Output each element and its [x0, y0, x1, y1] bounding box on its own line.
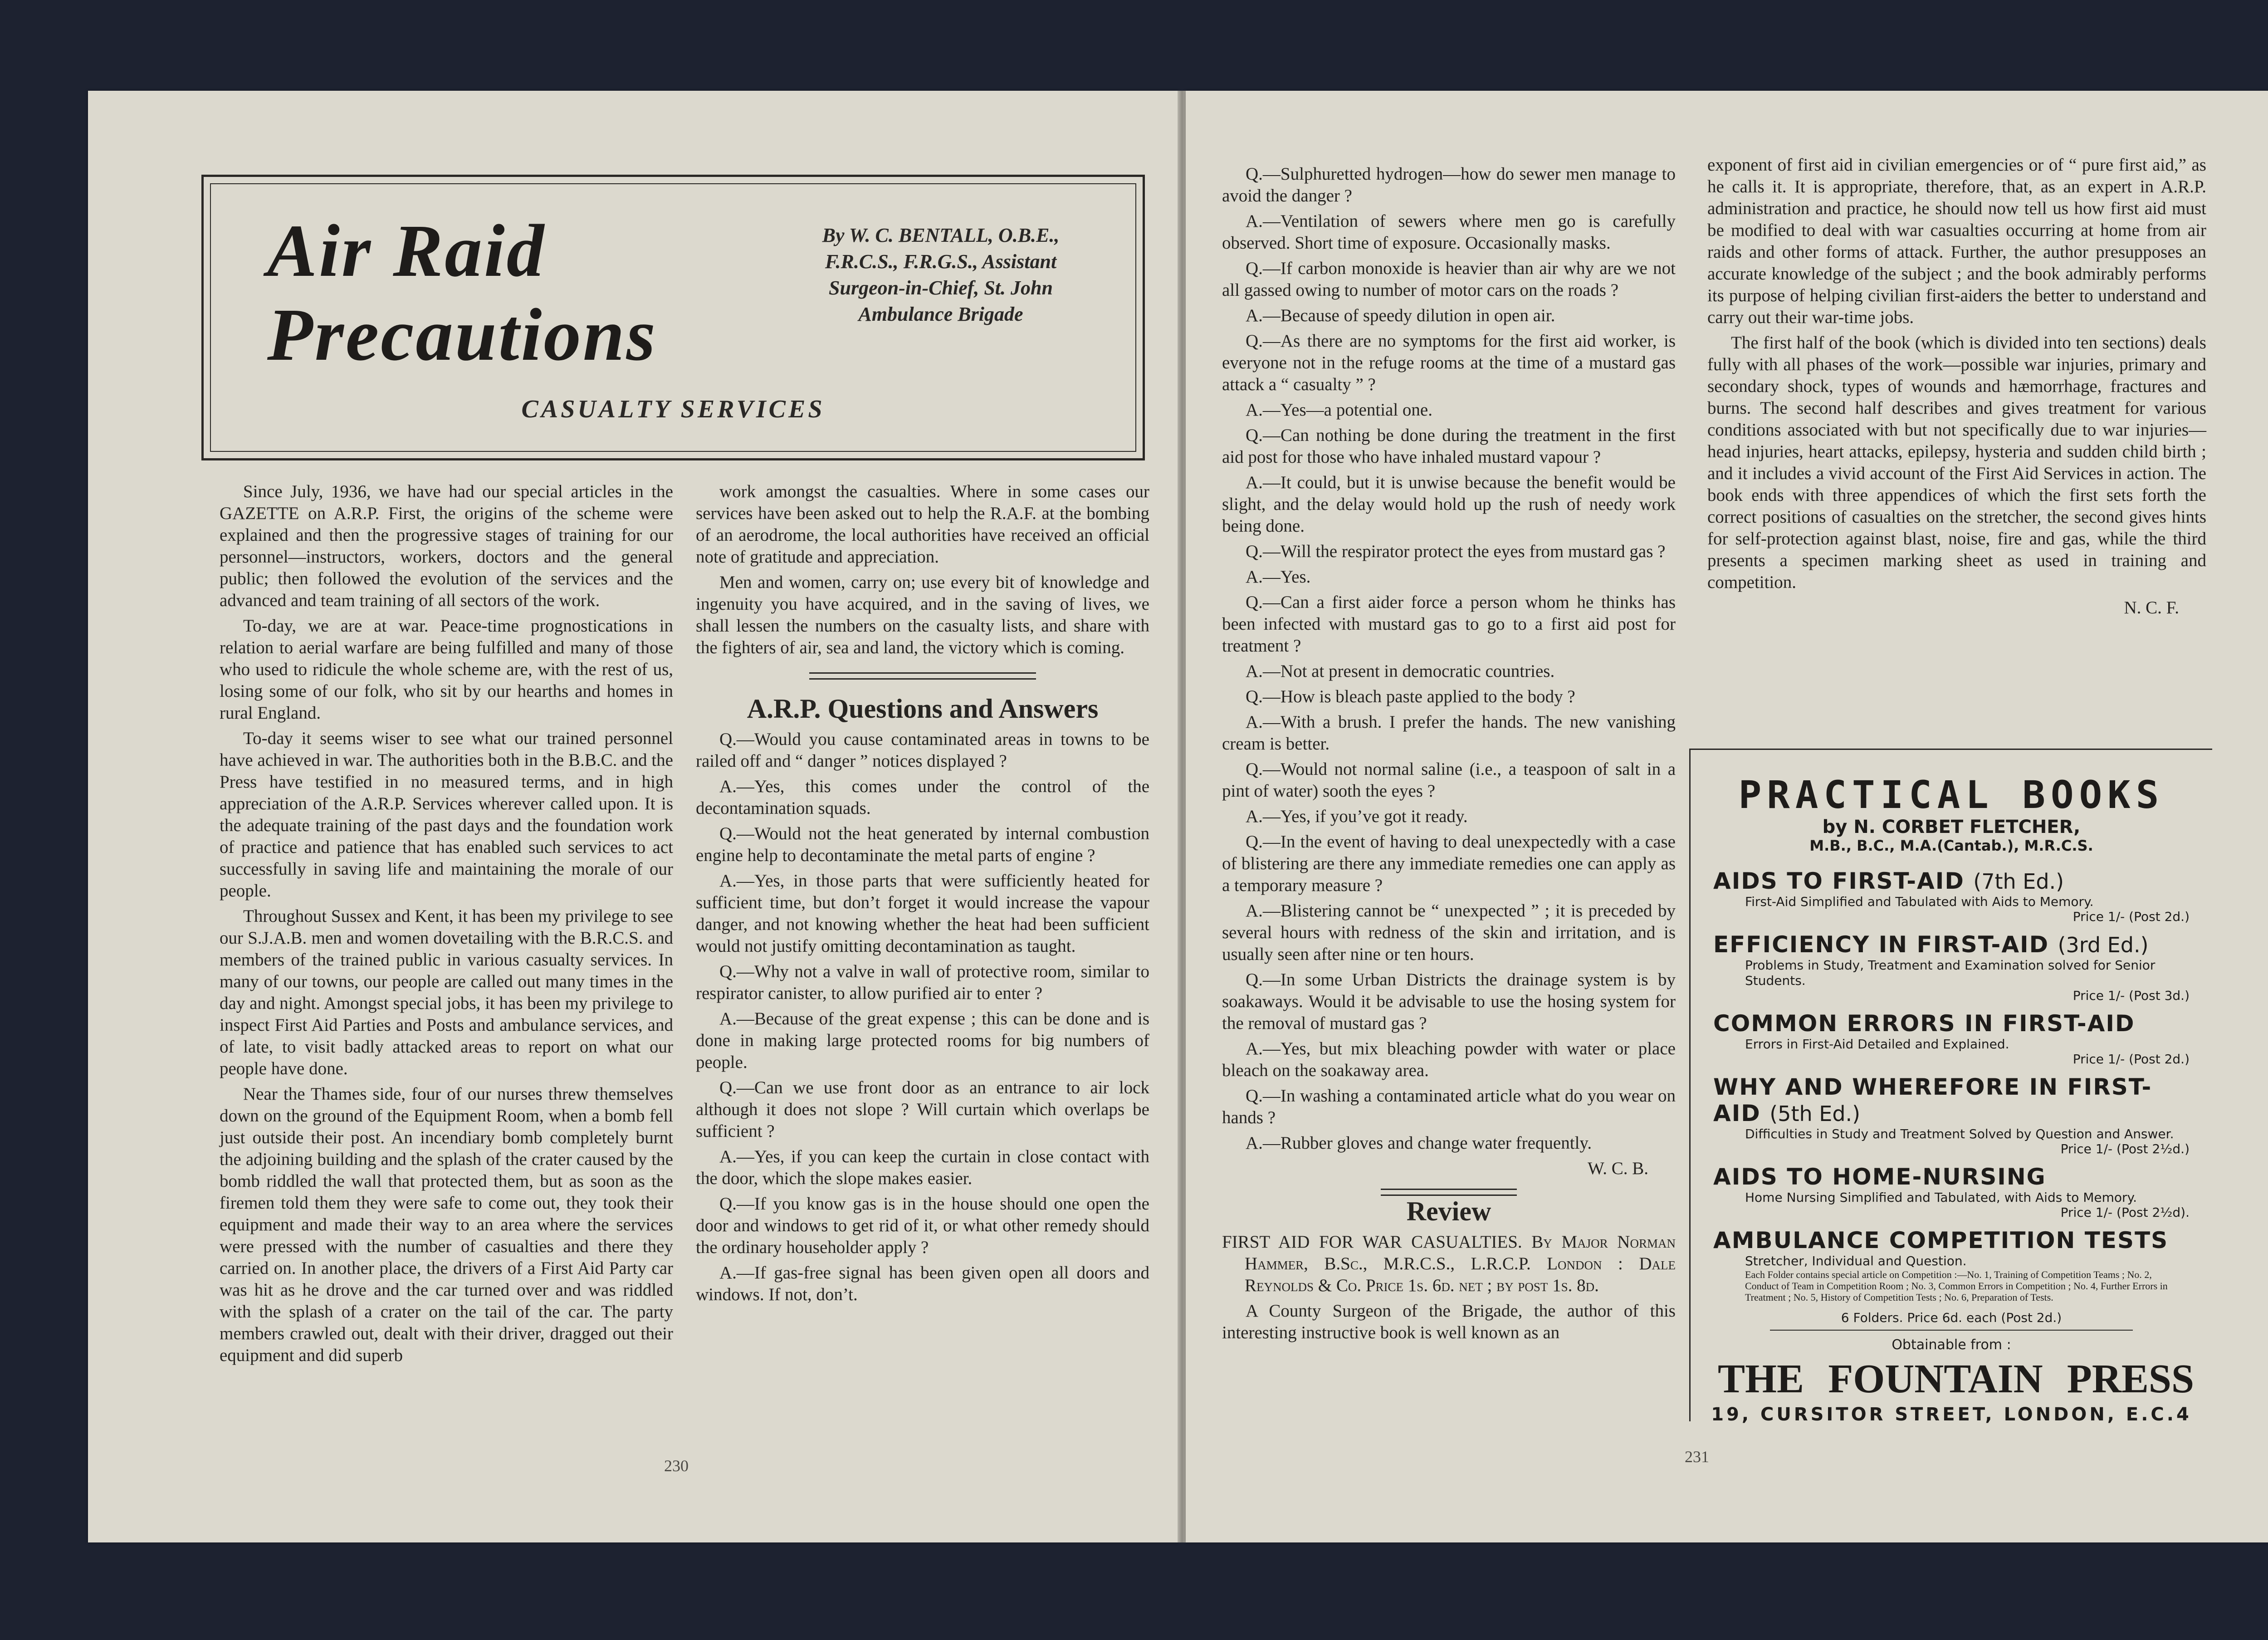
qa-item: Q.—Will the respirator protect the eyes from mustard gas ? — [1246, 542, 1666, 561]
review-heading: Review — [1406, 1196, 1491, 1226]
page-number: 231 — [1685, 1448, 1709, 1466]
article-title: Air Raid Precautions — [267, 209, 657, 376]
section-divider — [1381, 1189, 1517, 1196]
qa-item: Q.—In the event of having to deal unexpectedly with a case of blistering are there any immediate remedies one can apply as a temporary measure ? — [1222, 832, 1676, 895]
paragraph: work amongst the casualties. Where in some cases our services have been asked out to help the R.A.F. at the bombing of an aerodrome, the local authorities have received an official note of gratitude and appreciation. — [696, 482, 1149, 567]
qa-item: Q.—Can a first aider force a person whom he thinks has been infected with mustard gas to go to a first aid post for treatment ? — [1222, 592, 1676, 656]
qa-item: Q.—In some Urban Districts the drainage system is by soakaways. Would it be advisable to use the hosing system for the removal of mustard gas ? — [1222, 970, 1676, 1033]
book-entry: AMBULANCE COMPETITION TESTS Stretcher, Individual and Question. Each Folder contains special article on Competition :—No. 1, Training of Competition Teams ; No. 2, Conduct of Team in Competition Room ; No. 3, Common Errors in Competition ; No. 4, Further Errors in Treatment ; No. 5, History of Competition Tests ; No. 6, Preparation of Tests. — [1713, 1227, 2194, 1303]
ad-author-qualifications: M.B., B.C., M.A.(Cantab.), M.R.C.S. — [1809, 837, 2093, 854]
right-column-2 — [1707, 154, 2206, 622]
qa-item: A.—Yes. — [1246, 567, 1311, 587]
paragraph: Near the Thames side, four of our nurses threw themselves down on the ground of the Equipment Room, when a bomb fell just outside their post. An incendiary bomb completely burnt the adjoining building and the splash of the crater caused by the bomb riddled the wall that protected them, but as soon as the firemen told them they were safe to come out, they took their equipment and made their way to an area where the services were pressed with the number of casualties and there they carried on. In another place, the drivers of a First Aid Party car was hit as he drove and the car turned over and was riddled with the splash of a crater on the tail of the car. The party members crawled out, dealt with their driver, dragged out their equipment and did superb — [220, 1084, 673, 1365]
qa-item: A.—Yes, in those parts that were sufficiently heated for sufficient time, but don’t forget it would increase the vapour danger, and not knowing whether the heat had been sufficient would not justify omitting decontamination as taught. — [696, 871, 1149, 956]
paragraph: The first half of the book (which is divided into ten sections) deals fully with all phases of the work—possible war injuries, primary and secondary shock, types of wounds and hæmorrhage, fractures and burns. The second half describes and gives treatment for various conditions associated with but not specifically due to war injuries—head injuries, heart attacks, epilepsy, hysteria and sudden child birth ; and it includes a vivid account of the First Aid Services in action. The book ends with three appendices of which the first sets forth the correct positions of casualties on the stretcher, the second gives hints for self-protection against blast, noise, fire and gas, while the third presents a specimen marking sheet as used in training and competition. — [1707, 333, 2206, 592]
qa-item: A.—Because of speedy dilution in open air. — [1246, 306, 1555, 325]
qa-item: Q.—Would you cause contaminated areas in towns to be railed off and “ danger ” notices displayed ? — [696, 729, 1149, 771]
byline: By W. C. BENTALL, O.B.E., F.R.C.S., F.R.G.S., Assistant Surgeon-in-Chief, St. John Ambulance Brigade — [822, 224, 1060, 325]
paragraph: To-day, we are at war. Peace-time prognostications in relation to aerial warfare are being fulfilled and many of those who used to ridicule the whole scheme are, with the rest of us, losing some of our folk, who sit by our hearths and homes in rural England. — [220, 616, 673, 723]
qa-item: Q.—If you know gas is in the house should one open the door and windows to get rid of it, or what other remedy should the ordinary householder apply ? — [696, 1194, 1149, 1257]
qa-item: A.—Yes, this comes under the control of the decontamination squads. — [696, 777, 1149, 818]
book-entry: EFFICIENCY IN FIRST-AID (3rd Ed.) Problems in Study, Treatment and Examination solved for Senior Students. Price 1/- (Post 3d.) — [1713, 931, 2190, 1003]
book-entry: COMMON ERRORS IN FIRST-AID Errors in First-Aid Detailed and Explained. Price 1/- (Post 2d.) — [1713, 1010, 2190, 1067]
qa-item: A.—If gas-free signal has been given open all doors and windows. If not, don’t. — [696, 1263, 1149, 1304]
qa-item: Q.—Sulphuretted hydrogen—how do sewer men manage to avoid the danger ? — [1222, 164, 1676, 206]
folders-price: 6 Folders. Price 6d. each (Post 2d.) — [1841, 1310, 2062, 1325]
binding-gutter — [1178, 91, 1187, 1542]
publisher-name: THE FOUNTAIN PRESS — [1718, 1356, 2194, 1401]
obtainable-from: Obtainable from : — [1892, 1337, 2011, 1353]
book-entry: WHY AND WHEREFORE IN FIRST-AID (5th Ed.) Difficulties in Study and Treatment Solved by Question and Answer. Price 1/- (Post 2½d.) — [1713, 1074, 2190, 1156]
article-subtitle: CASUALTY SERVICES — [521, 395, 825, 423]
publisher-address: 19, CURSITOR STREET, LONDON, E.C.4 — [1711, 1404, 2192, 1425]
qa-item: A.—Yes, if you’ve got it ready. — [1246, 807, 1468, 826]
qa-item: Q.—In washing a contaminated article what do you wear on hands ? — [1222, 1086, 1676, 1127]
book-entry: AIDS TO HOME-NURSING Home Nursing Simplified and Tabulated, with Aids to Memory. Price 1/- (Post 2½d). — [1713, 1164, 2190, 1220]
qa-item: Q.—Why not a valve in wall of protective room, similar to respirator canister, to allow purified air to enter ? — [696, 962, 1149, 1003]
competition-fine-print: Each Folder contains special article on Competition :—No. 1, Training of Competition Teams ; No. 2, Conduct of Team in Competition Room ; No. 3, Common Errors in Competition ; No. 4, Further Errors in Treatment ; No. 5, History of Competition Tests ; No. 6, Preparation of Tests. — [1745, 1269, 2168, 1303]
qa-item: A.—Yes, if you can keep the curtain in close contact with the door, which the slope makes easier. — [696, 1147, 1149, 1188]
qa-item: Q.—Would not the heat generated by internal combustion engine help to decontaminate the metal parts of engine ? — [696, 824, 1149, 865]
left-page — [88, 91, 1178, 1542]
qa-signature: W. C. B. — [1587, 1159, 1648, 1178]
right-column-1 — [1222, 163, 1676, 1347]
qa-item: A.—Ventilation of sewers where men go is carefully observed. Short time of exposure. Occasionally masks. — [1222, 211, 1676, 253]
review-signature: N. C. F. — [2124, 598, 2179, 617]
qa-item: A.—Not at present in democratic countries. — [1246, 661, 1555, 681]
title-box — [201, 175, 1145, 460]
paragraph: Since July, 1936, we have had our special articles in the GAZETTE on A.R.P. First, the origins of the scheme were explained and then the progressive stages of training for our personnel—instructors, workers, doctors and the general public; then followed the evolution of the services and the advanced and team training of all sectors of the work. — [220, 482, 673, 610]
qa-item: A.—It could, but it is unwise because the benefit would be slight, and the delay would hold up the rush of needy work being done. — [1222, 473, 1676, 536]
left-column-2 — [696, 481, 1149, 1309]
advertisement-box — [1689, 749, 2212, 1425]
qa-item: Q.—Can we use front door as an entrance to air lock although it does not slope ? Will curtain which overlaps be sufficient ? — [696, 1078, 1149, 1141]
review-citation: FIRST AID FOR WAR CASUALTIES. By Major Norman Hammer, B.Sc., M.R.C.S., L.R.C.P. London : Dale Reynolds & Co. Price 1s. 6d. net ; by post 1s. 8d. — [1222, 1232, 1676, 1295]
ad-title: PRACTICAL BOOKS — [1738, 773, 2165, 817]
left-column-1 — [220, 481, 673, 1370]
book-entry: AIDS TO FIRST-AID (7th Ed.) First-Aid Simplified and Tabulated with Aids to Memory. Price 1/- (Post 2d.) — [1713, 868, 2190, 924]
section-divider — [809, 672, 1036, 680]
qa-item: Q.—How is bleach paste applied to the body ? — [1246, 687, 1575, 706]
paragraph: Men and women, carry on; use every bit of knowledge and ingenuity you have acquired, and in the saving of lives, we shall lessen the numbers on the casualty lists, and share with the fighters of air, sea and land, the victory which is coming. — [696, 573, 1149, 657]
paragraph: To-day it seems wiser to see what our trained personnel have achieved in war. The authorities both in the B.B.C. and the Press have testified in no measured terms, and in high appreciation of the A.R.P. Services wherever called upon. It is the adequate training of the past days and the foundation work of practice and patience that has enabled such services to act successfully in saving life and maintaining the morale of our people. — [220, 729, 673, 901]
paragraph: Throughout Sussex and Kent, it has been my privilege to see our S.J.A.B. men and women dovetailing with the B.R.C.S. and members of the trained public in various casualty services. In many of our towns, our people are called out many times in the day and night. Amongst special jobs, it has been my privilege to inspect First Aid Parties and Posts and ambulance services, and of late, to visit badly attacked areas to report on what our people have done. — [220, 906, 673, 1078]
qa-item: Q.—Would not normal saline (i.e., a teaspoon of salt in a pint of water) sooth the eyes ? — [1222, 759, 1676, 801]
qa-item: A.—Yes—a potential one. — [1246, 400, 1432, 420]
qa-item: A.—With a brush. I prefer the hands. The new vanishing cream is better. — [1222, 712, 1676, 754]
ad-author: by N. CORBET FLETCHER, — [1822, 817, 2081, 837]
qa-item: Q.—Can nothing be done during the treatment in the first aid post for those who have inhaled mustard vapour ? — [1222, 426, 1676, 467]
qa-item: A.—Because of the great expense ; this can be done and is done in making large protected rooms for big numbers of people. — [696, 1009, 1149, 1072]
qa-item: A.—Rubber gloves and change water frequently. — [1246, 1133, 1592, 1153]
qa-item: A.—Yes, but mix bleaching powder with water or place bleach on the soakaway area. — [1222, 1039, 1676, 1080]
right-page — [1186, 91, 2268, 1542]
qa-item: A.—Blistering cannot be “ unexpected ” ; it is preceded by several hours with redness of the skin and irritation, and is usually seen after nine or ten hours. — [1222, 901, 1676, 964]
ad-divider — [1770, 1330, 2133, 1331]
page-number: 230 — [664, 1457, 689, 1475]
paragraph: exponent of first aid in civilian emergencies or of “ pure first aid,” as he calls it. It is appropriate, therefore, that, as an expert in A.R.P. administration and practice, he should now tell us how first aid must be modified to deal with war casualties occurring at home from air raids and other forms of attack. Further, the author presupposes an accurate knowledge of the subject ; and the book admirably performs its purpose of helping civilian first-aiders the better to understand and carry out their war-time jobs. — [1707, 155, 2206, 327]
qa-item: Q.—As there are no symptoms for the first aid worker, is everyone not in the refuge rooms at the time of a mustard gas attack a “ casualty ” ? — [1222, 331, 1676, 394]
qa-item: Q.—If carbon monoxide is heavier than air why are we not all gassed owing to number of motor cars on the roads ? — [1222, 259, 1676, 300]
paragraph: A County Surgeon of the Brigade, the author of this interesting instructive book is well known as an — [1222, 1301, 1676, 1342]
qa-heading: A.R.P. Questions and Answers — [747, 694, 1099, 724]
